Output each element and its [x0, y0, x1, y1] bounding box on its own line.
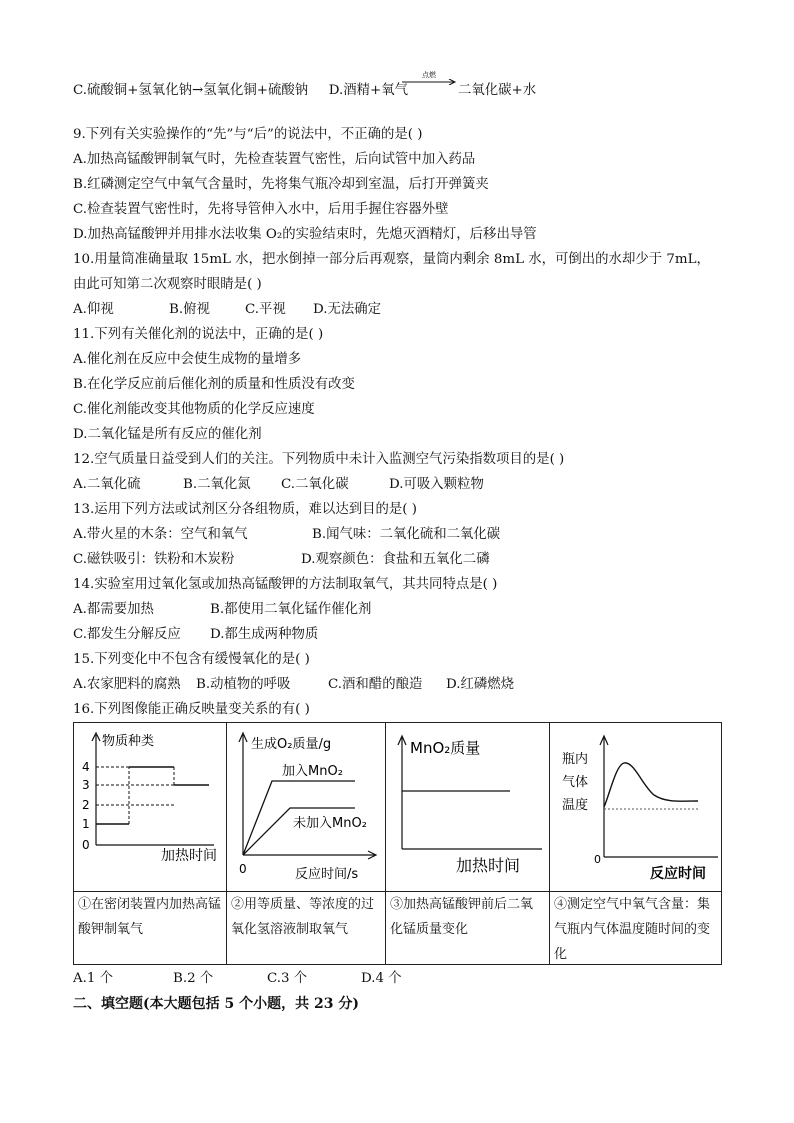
q8-option-d-product: 二氧化碳+水 [458, 83, 537, 98]
q8-options-cd [73, 82, 408, 100]
graph-2-svg [227, 723, 385, 891]
tick-0: 0 [82, 838, 90, 852]
arrow-icon [402, 79, 458, 85]
q9-option-c: C.检查装置气密性时，先将导管伸入水中，后用手握住容器外壁 [73, 202, 449, 217]
graph-3-svg [386, 723, 549, 891]
graph-3 [386, 723, 550, 891]
caption-4: ④测定空气中氧气含量：集气瓶内气体温度随时间的变化 [550, 891, 722, 965]
q14-option-a: A.都需要加热 [73, 602, 154, 617]
q10-option-b: B.俯视 [169, 302, 210, 317]
q13-option-b: B.闻气味：二氧化硫和二氧化碳 [312, 527, 501, 542]
q15-option-a: A.农家肥料的腐熟 [73, 677, 181, 692]
q9-stem: 9.下列有关实验操作的“先”与“后”的说法中，不正确的是( ) [73, 127, 423, 142]
tick-3: 3 [82, 778, 90, 792]
tick-2: 2 [82, 798, 90, 812]
q14-options-cd [73, 626, 318, 644]
graph-1-xlabel: 加热时间 [161, 848, 217, 864]
graph-4-ylabel-1: 瓶内 [562, 752, 589, 767]
graph-2-ylabel: 生成O₂质量/g [251, 737, 332, 752]
q13-stem: 13.运用下列方法或试剂区分各组物质，难以达到目的是( ) [73, 502, 417, 517]
q8-option-d: D.酒精+氧气 [328, 83, 408, 98]
q10-stem: 10.用量筒准确量取 15mL 水，把水倒掉一部分后再观察，量筒内剩余 8mL 水，可倒出的水却少于 7mL， [73, 252, 710, 267]
q15-options [73, 676, 514, 694]
q11-option-b: B.在化学反应前后催化剂的质量和性质没有改变 [73, 377, 355, 392]
q11-option-d: D.二氧化锰是所有反应的催化剂 [73, 427, 262, 442]
q10-option-c: C.平视 [245, 302, 286, 317]
q11-stem: 11.下列有关催化剂的说法中，正确的是( ) [73, 327, 324, 342]
tick-4: 4 [82, 760, 90, 774]
graph-4-ylabel-3: 温度 [562, 798, 589, 813]
q12-options [73, 476, 484, 494]
q16-option-a: A.1 个 [73, 971, 114, 986]
graph-3-xlabel: 加热时间 [456, 856, 521, 875]
q12-option-b: B.二氧化氮 [183, 477, 251, 492]
q16-options [73, 970, 402, 988]
q14-stem: 14.实验室用过氧化氢或加热高锰酸钾的方法制取氧气，其共同特点是( ) [73, 577, 498, 592]
q8-option-c: C.硫酸铜+氢氧化钠→氢氧化铜+硫酸钠 [73, 83, 309, 98]
graph-3-ylabel: MnO₂质量 [410, 739, 481, 757]
q10-option-a: A.仰视 [73, 302, 114, 317]
q15-option-d: D.红磷燃烧 [446, 677, 515, 692]
q14-options-ab [73, 601, 371, 619]
graph-4-xlabel: 反应时间 [650, 866, 706, 882]
q11-option-a: A.催化剂在反应中会使生成物的量增多 [73, 352, 302, 367]
graph-4-origin: 0 [594, 853, 601, 866]
graph-2-xlabel: 反应时间/s [295, 867, 359, 882]
q12-option-d: D.可吸入颗粒物 [389, 477, 484, 492]
q10-options [73, 301, 381, 319]
q9-option-a: A.加热高锰酸钾制氧气时，先检查装置气密性，后向试管中加入药品 [73, 152, 476, 167]
q16-option-b: B.2 个 [173, 971, 214, 986]
q14-option-d: D.都生成两种物质 [210, 627, 319, 642]
graph-2-origin: 0 [239, 862, 247, 876]
q16-option-d: D.4 个 [361, 971, 402, 986]
q9-option-d: D.加热高锰酸钾并用排水法收集 O₂的实验结束时，先熄灭酒精灯，后移出导管 [73, 227, 537, 242]
q15-option-b: B.动植物的呼吸 [196, 677, 291, 692]
q12-option-c: C.二氧化碳 [281, 477, 349, 492]
graph-4-ylabel-2: 气体 [562, 775, 589, 790]
q16-stem: 16.下列图像能正确反映量变关系的有( ) [73, 702, 310, 717]
q14-option-b: B.都使用二氧化锰作催化剂 [210, 602, 372, 617]
q10-option-d: D.无法确定 [313, 302, 382, 317]
q12-stem: 12.空气质量日益受到人们的关注。下列物质中未计入监测空气污染指数项目的是( ) [73, 452, 565, 467]
graph-1 [74, 723, 227, 891]
q13-options-ab [73, 526, 500, 544]
graph-2 [227, 723, 386, 891]
caption-1: ①在密闭装置内加热高锰酸钾制氧气 [74, 891, 227, 965]
q13-options-cd [73, 551, 490, 569]
q11-option-c: C.催化剂能改变其他物质的化学反应速度 [73, 402, 315, 417]
graph-4-svg [550, 723, 722, 891]
q14-option-c: C.都发生分解反应 [73, 627, 181, 642]
q13-option-c: C.磁铁吸引：铁粉和木炭粉 [73, 552, 235, 567]
graph-1-svg [74, 723, 226, 891]
q13-option-a: A.带火星的木条：空气和氧气 [73, 527, 248, 542]
graph-4 [550, 723, 722, 891]
graph-2-line2-label: 未加入MnO₂ [293, 816, 367, 831]
q16-graph-table [73, 722, 722, 965]
caption-3: ③加热高锰酸钾前后二氧化锰质量变化 [386, 891, 550, 965]
q15-stem: 15.下列变化中不包含有缓慢氧化的是( ) [73, 652, 310, 667]
q9-option-b: B.红磷测定空气中氧气含量时，先将集气瓶冷却到室温，后打开弹簧夹 [73, 177, 489, 192]
caption-2: ②用等质量、等浓度的过氧化氢溶液制取氧气 [227, 891, 386, 965]
graph-2-line1-label: 加入MnO₂ [282, 764, 343, 779]
q10-stem-cont: 由此可知第二次观察时眼睛是( ) [73, 277, 262, 292]
section-2-heading: 二、填空题(本大题包括 5 个小题，共 23 分) [73, 996, 359, 1012]
reaction-condition: 点燃 [422, 71, 436, 79]
q15-option-c: C.酒和醋的酿造 [328, 677, 423, 692]
q16-option-c: C.3 个 [267, 971, 308, 986]
q13-option-d: D.观察颜色：食盐和五氧化二磷 [301, 552, 490, 567]
q12-option-a: A.二氧化硫 [73, 477, 141, 492]
tick-1: 1 [82, 817, 90, 831]
graph-1-ylabel: 物质种类 [102, 734, 155, 749]
reaction-arrow [402, 71, 456, 85]
